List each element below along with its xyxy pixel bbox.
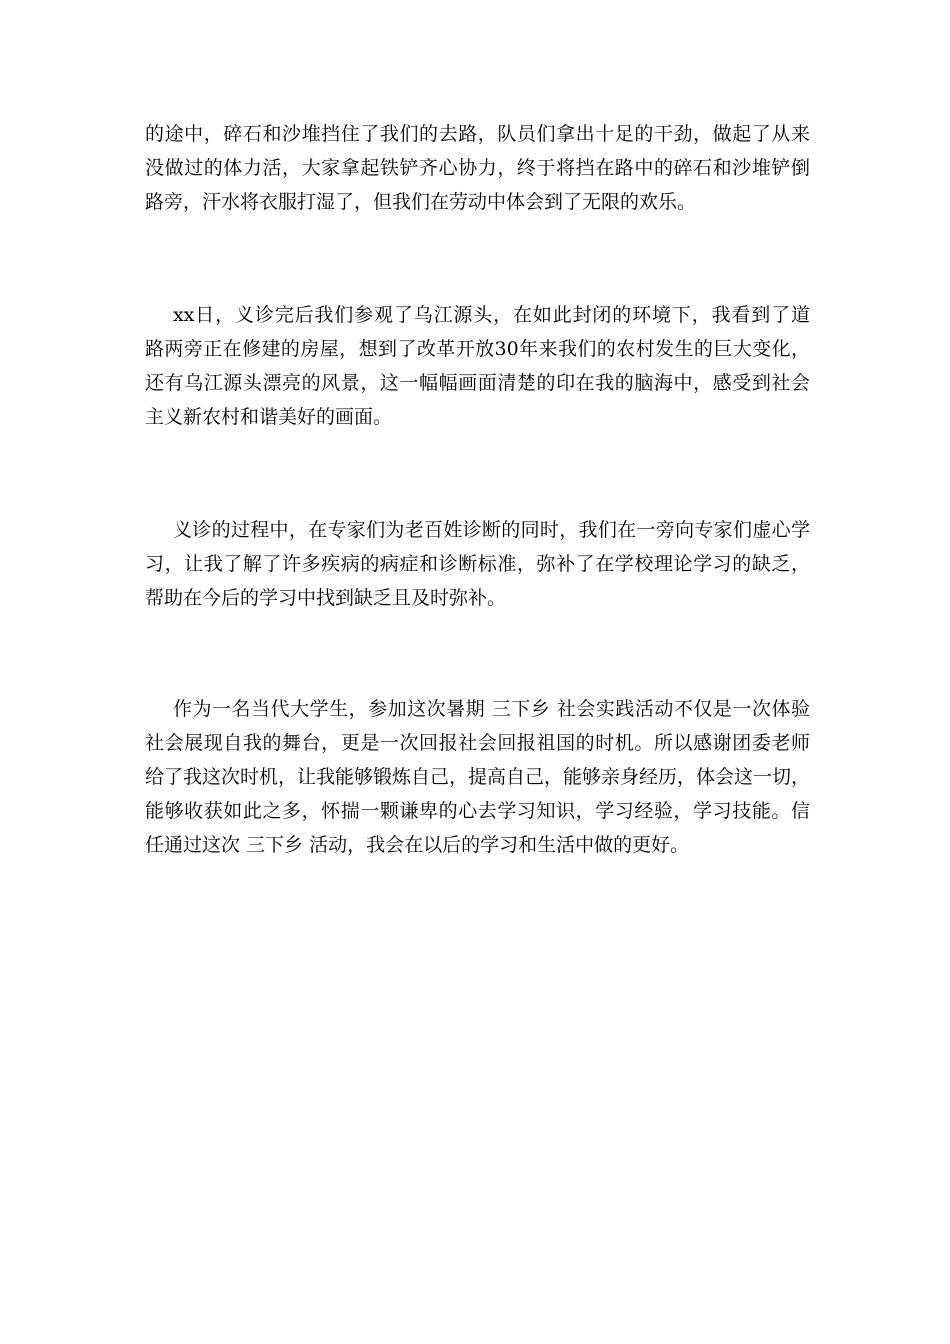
paragraph-line: 路旁，汗水将衣服打湿了，但我们在劳动中体会到了无限的欢乐。 bbox=[145, 191, 697, 213]
paragraph-line: xx日，义诊完后我们参观了乌江源头，在如此封闭的环境下，我看到了道 bbox=[173, 304, 810, 326]
paragraph-line: 还有乌江源头漂亮的风景，这一幅幅画面清楚的印在我的脑海中，感受到社会 bbox=[145, 372, 810, 394]
paragraph-line: 没做过的体力活，大家拿起铁铲齐心协力，终于将挡在路中的碎石和沙堆铲倒 bbox=[145, 157, 810, 179]
paragraph-line: 路两旁正在修建的房屋，想到了改革开放30年来我们的农村发生的巨大变化， bbox=[145, 338, 810, 360]
paragraph-line: 主义新农村和谐美好的画面。 bbox=[145, 406, 393, 428]
paragraph-line: 社会展现自我的舞台，更是一次回报社会回报祖国的时机。所以感谢团委老师 bbox=[145, 732, 810, 754]
paragraph-line: 的途中，碎石和沙堆挡住了我们的去路，队员们拿出十足的干劲，做起了从来 bbox=[145, 123, 810, 145]
paragraph-2 bbox=[145, 298, 810, 434]
paragraph-line: 习，让我了解了许多疾病的病症和诊断标准，弥补了在学校理论学习的缺乏， bbox=[145, 553, 810, 575]
paragraph-line: 作为一名当代大学生，参加这次暑期 三下乡 社会实践活动不仅是一次体验 bbox=[173, 698, 810, 720]
paragraph-line: 能够收获如此之多，怀揣一颗谦卑的心去学习知识，学习经验，学习技能。信 bbox=[145, 800, 810, 822]
paragraph-line: 任通过这次 三下乡 活动，我会在以后的学习和生活中做的更好。 bbox=[145, 834, 690, 856]
paragraph-1 bbox=[145, 117, 810, 219]
paragraph-line: 给了我这次时机，让我能够锻炼自己，提高自己，能够亲身经历，体会这一切， bbox=[145, 766, 811, 788]
paragraph-line: 帮助在今后的学习中找到缺乏且及时弥补。 bbox=[145, 587, 507, 609]
paragraph-3 bbox=[145, 513, 810, 615]
paragraph-line: 义诊的过程中，在专家们为老百姓诊断的同时，我们在一旁向专家们虚心学 bbox=[173, 519, 810, 541]
paragraph-4 bbox=[145, 692, 810, 862]
